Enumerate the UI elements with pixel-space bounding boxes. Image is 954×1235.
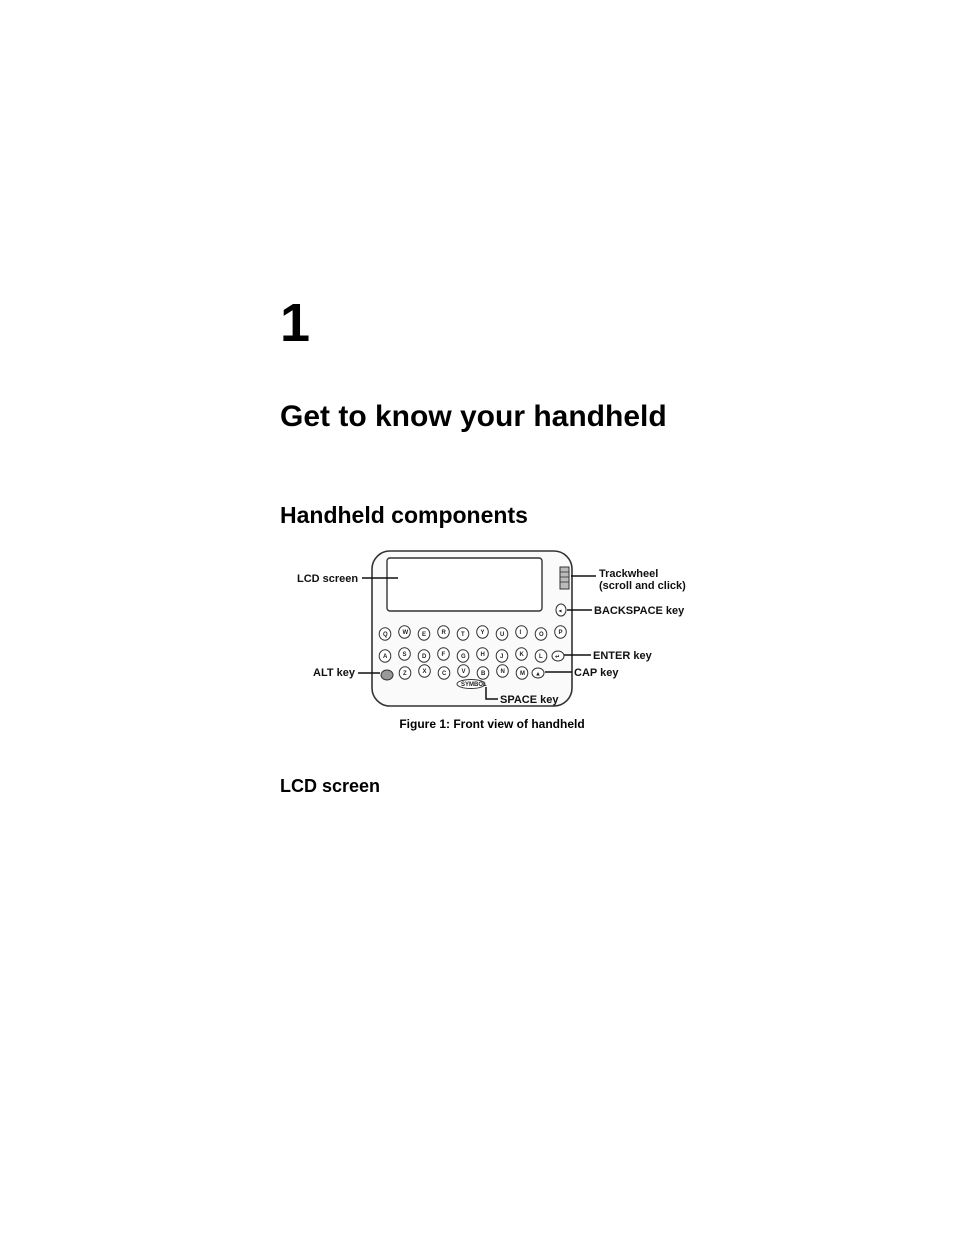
svg-text:SYMBOL: SYMBOL [461,682,487,688]
key-letter: H [480,652,485,659]
key-letter: N [500,669,505,676]
key-letter: I [519,630,522,637]
key-x [419,665,431,677]
key-letter: D [422,654,427,661]
alt-key [381,670,393,680]
figure-caption: Figure 1: Front view of handheld [399,717,585,731]
key-t [457,628,469,640]
lcd-screen [387,558,542,611]
key-letter: Q [383,632,388,639]
key-letter: Z [403,671,407,678]
key-r [438,626,450,638]
key-v [458,665,470,677]
key-letter: E [422,632,427,639]
key-letter: L [539,654,543,661]
key-letter: V [461,669,466,676]
key-letter: B [481,671,486,678]
key-letter: R [441,630,446,637]
key-g [457,650,469,662]
key-a [379,650,391,662]
label-cap-key: CAP key [574,667,619,679]
key-i [516,626,528,638]
key-letter: J [500,654,504,661]
key-letter: T [461,632,465,639]
key-s [399,648,411,660]
cap-key [532,668,544,678]
keyboard-row-2 [379,648,547,662]
handheld-figure [290,545,700,710]
key-n [497,665,509,677]
key-u [496,628,508,640]
svg-text:↵: ↵ [555,654,561,661]
key-q [379,628,391,640]
key-j [496,650,508,662]
backspace-key [556,604,566,616]
svg-text:◂: ◂ [558,608,562,615]
key-letter: X [422,669,427,676]
key-cap [516,626,528,638]
key-letter: P [558,630,563,637]
key-f [438,648,450,660]
key-letter: S [402,652,407,659]
key-letter: W [402,630,409,637]
key-letter: A [383,654,388,661]
key-l [535,650,547,662]
key-h [477,648,489,660]
label-lcd-screen: LCD screen [297,573,359,585]
key-c [438,667,450,679]
subsection-title: LCD screen [280,776,381,796]
key-letter: O [539,632,544,639]
svg-text:▲: ▲ [535,671,541,678]
section-title: Handheld components [280,502,528,528]
key-d [418,650,430,662]
key-y [477,626,489,638]
key-k [516,648,528,660]
enter-key [552,651,564,661]
key-letter: Y [480,630,485,637]
key-b [477,667,489,679]
label-enter-key: ENTER key [593,650,652,662]
label-alt-key: ALT key [313,667,355,679]
label-trackwheel: Trackwheel [599,568,659,580]
key-letter: F [441,652,446,659]
key-letter: M [520,671,525,678]
chapter-number: 1 [280,293,311,353]
key-letter: K [519,652,524,659]
key-letter: U [500,632,505,639]
key-o [535,628,547,640]
key-z [399,667,411,679]
key-letter: G [461,654,466,661]
handheld-illustration [290,545,700,710]
label-space-key: SPACE key [500,694,559,706]
trackwheel-icon [560,567,569,589]
label-trackwheel-note: (scroll and click) [599,580,686,592]
label-backspace-key: BACKSPACE key [594,605,685,617]
key-e [418,628,430,640]
key-p [555,626,567,638]
chapter-title: Get to know your handheld [280,400,667,433]
key-letter: C [442,671,447,678]
key-m [516,667,528,679]
key-w [399,626,411,638]
